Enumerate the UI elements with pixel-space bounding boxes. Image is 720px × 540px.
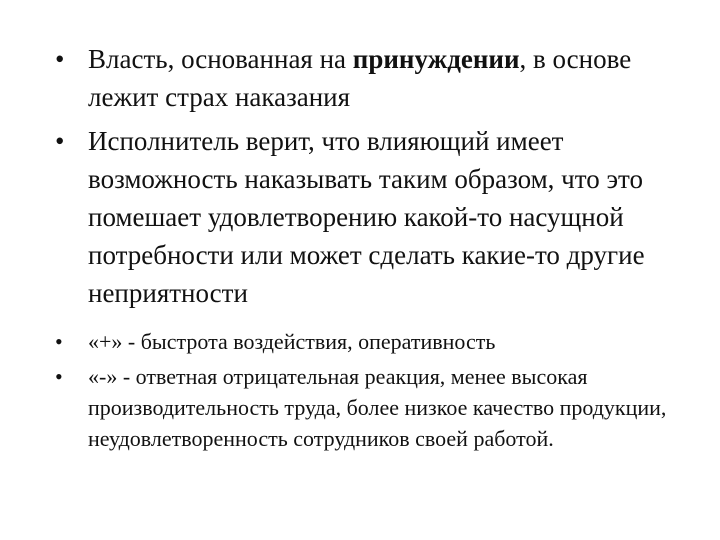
bullet-item-coercion bbox=[55, 40, 695, 116]
bullet-text: «-» - ответная отрицательная реакция, менее высокая производительность труда, более низкое качество продукции, неудовлетворенность сотрудников своей работой. bbox=[88, 364, 667, 451]
bullet-text: «+» - быстрота воздействия, оперативность bbox=[88, 329, 496, 354]
bullet-text: Исполнитель верит, что влияющий имеет возможность наказывать таким образом, что это помешает удовлетворению какой-то насущной потребности или может сделать какие-то другие неприятности bbox=[88, 126, 645, 308]
bullet-icon: • bbox=[55, 44, 65, 74]
bullet-list bbox=[55, 40, 695, 458]
bullet-icon: • bbox=[55, 364, 63, 389]
bullet-text-end: , в основе лежит страх наказания bbox=[88, 44, 632, 112]
bullet-item-minus bbox=[55, 361, 695, 454]
bullet-icon: • bbox=[55, 329, 63, 354]
bullet-text-bold: принуждении bbox=[352, 44, 520, 74]
bullet-item-executor bbox=[55, 122, 695, 312]
bullet-item-plus bbox=[55, 326, 695, 357]
bullet-text-start: Власть, основанная на bbox=[88, 44, 353, 74]
bullet-icon: • bbox=[55, 126, 65, 156]
